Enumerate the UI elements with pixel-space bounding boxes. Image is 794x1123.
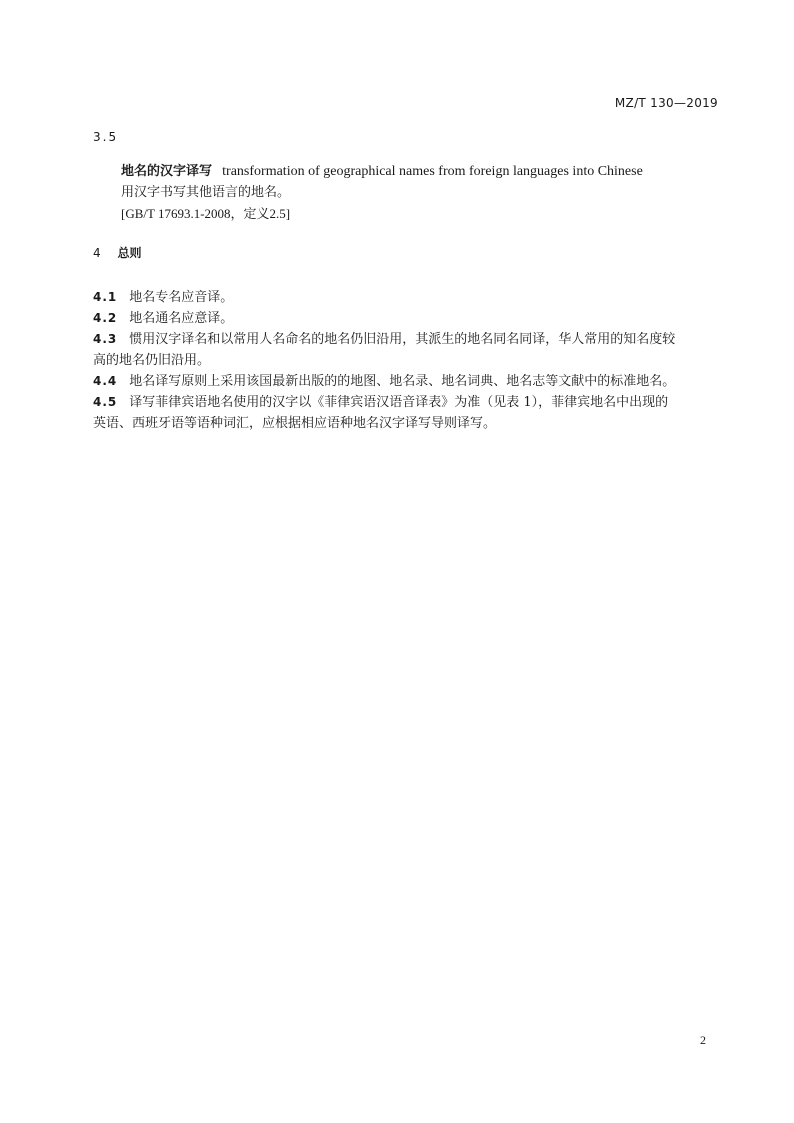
paragraph-4-1 — [93, 286, 233, 305]
paragraph-text: 惯用汉字译名和以常用人名命名的地名仍旧沿用，其派生的地名同名同译，华人常用的知名度较 — [129, 332, 676, 347]
term-definition: 用汉字书写其他语言的地名。 — [121, 185, 291, 200]
paragraph-4-5 — [93, 391, 668, 410]
paragraph-number: 4.3 — [93, 332, 118, 346]
paragraph-text: 地名通名应意译。 — [129, 311, 234, 326]
paragraph-number: 4.4 — [93, 374, 118, 388]
clause-number: 3.5 — [93, 130, 119, 144]
paragraph-number: 4.2 — [93, 311, 118, 325]
document-code: MZ/T 130—2019 — [614, 96, 718, 110]
paragraph-4-2 — [93, 307, 233, 326]
paragraph-4-5-continued: 英语、西班牙语等语种词汇，应根据相应语种地名汉字译写导则译写。 — [93, 416, 497, 431]
section-number: 4 — [93, 246, 102, 260]
paragraph-number: 4.1 — [93, 290, 118, 304]
paragraph-number: 4.5 — [93, 395, 118, 409]
section-title: 总则 — [117, 246, 142, 260]
section-heading — [93, 244, 141, 261]
term-entry — [121, 160, 643, 180]
term-chinese: 地名的汉字译写 — [121, 164, 213, 179]
paragraph-text: 地名专名应音译。 — [129, 290, 234, 305]
term-english: transformation of geographical names from foreign languages into Chinese — [222, 164, 643, 179]
term-source: [GB/T 17693.1-2008，定义2.5] — [121, 206, 291, 221]
paragraph-4-4 — [93, 370, 675, 389]
paragraph-text: 地名译写原则上采用该国最新出版的的地图、地名录、地名词典、地名志等文献中的标准地名。 — [129, 374, 676, 389]
paragraph-4-3-continued: 高的地名仍旧沿用。 — [93, 353, 211, 368]
paragraph-4-3 — [93, 328, 675, 347]
paragraph-text: 译写菲律宾语地名使用的汉字以《菲律宾语汉语音译表》为准（见表 1），菲律宾地名中出现的 — [129, 395, 669, 410]
page-number: 2 — [700, 1033, 706, 1047]
